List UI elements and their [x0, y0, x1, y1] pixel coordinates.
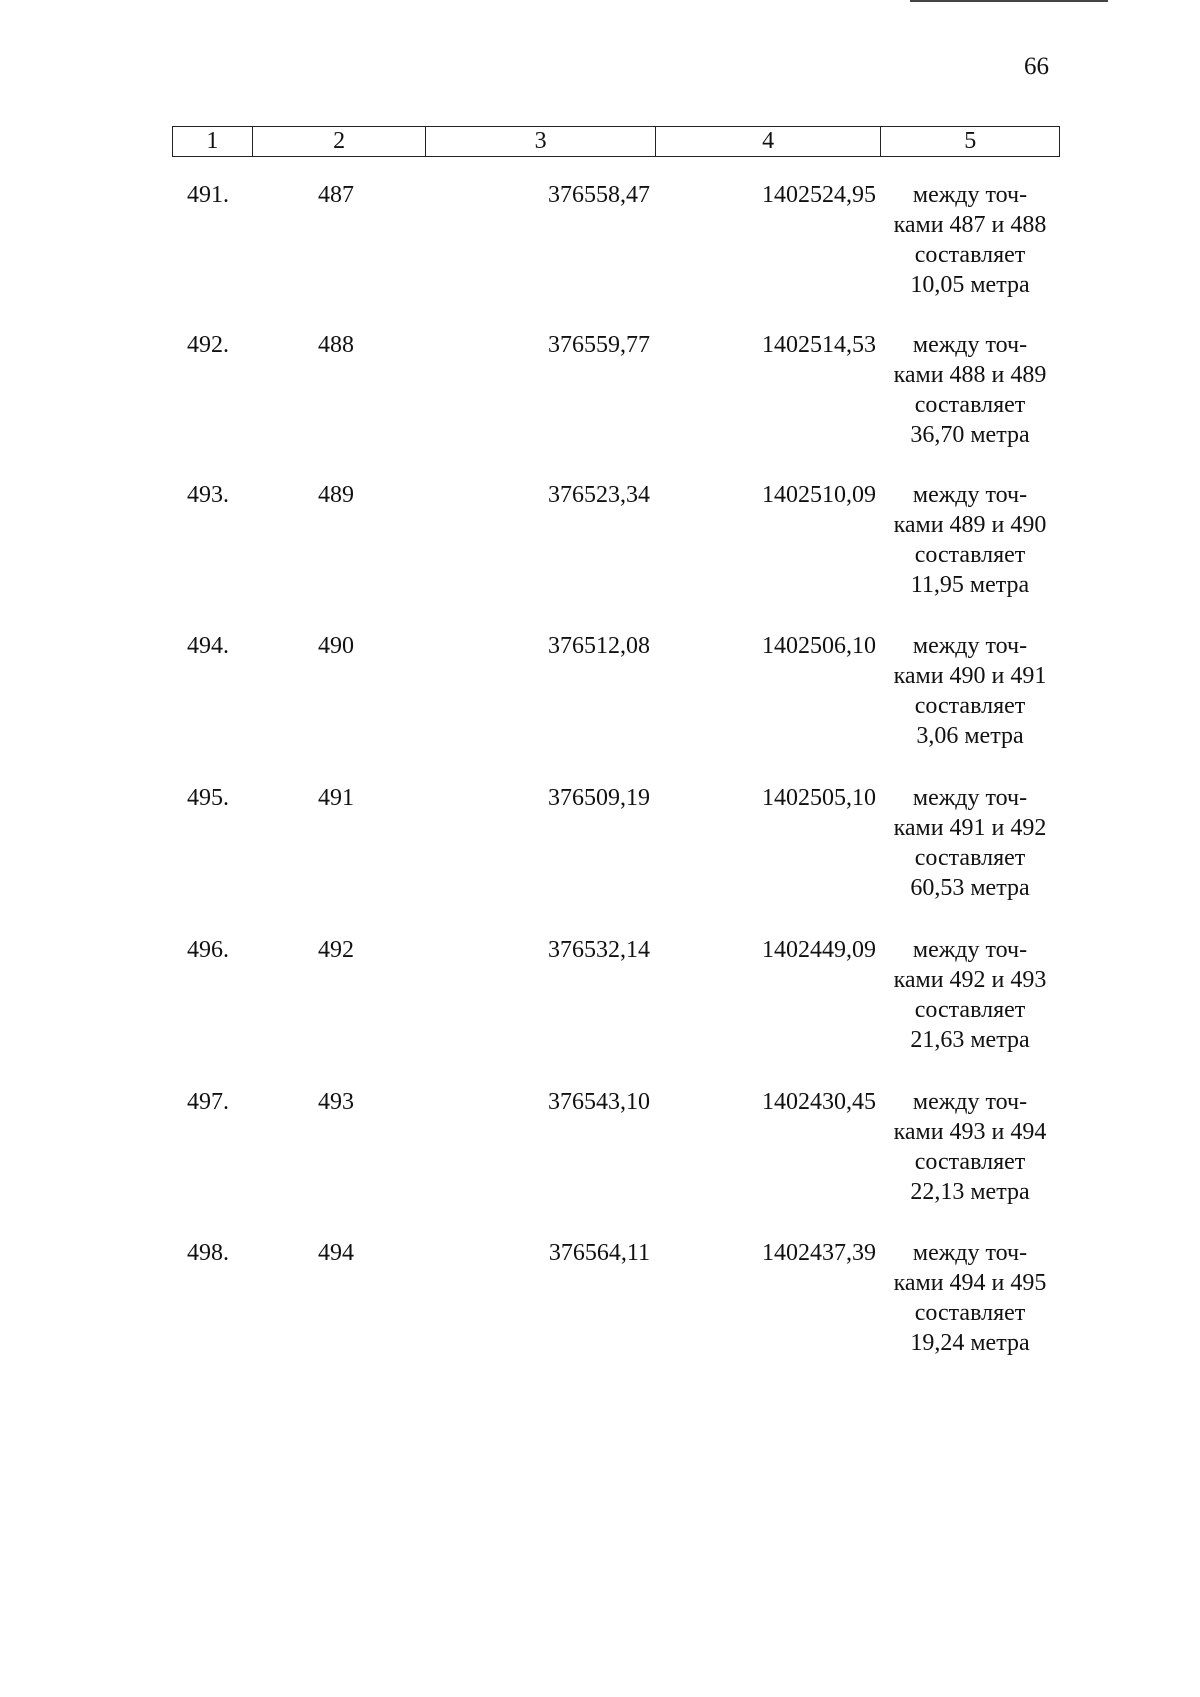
- desc-line: составляет: [914, 392, 1026, 418]
- desc-line: ками 490 и 491: [893, 663, 1047, 689]
- point-number: 493: [318, 1089, 354, 1115]
- header-col-3: 3: [426, 127, 655, 156]
- table-row: [0, 935, 1108, 1065]
- point-number: 494: [318, 1240, 354, 1266]
- coordinate-x: 376509,19: [548, 785, 650, 811]
- coordinate-x: 376523,34: [548, 482, 650, 508]
- row-number: 498.: [187, 1240, 229, 1266]
- desc-line: 3,06 метра: [916, 723, 1024, 749]
- distance-description: [882, 330, 1058, 450]
- coordinate-y: 1402449,09: [762, 937, 876, 963]
- table-header: [172, 126, 1060, 157]
- point-number: 487: [318, 182, 354, 208]
- desc-line: между точ-: [912, 1089, 1028, 1115]
- coordinate-x: 376512,08: [548, 633, 650, 659]
- header-col-5: 5: [964, 128, 977, 154]
- coordinate-y: 1402506,10: [762, 633, 876, 659]
- distance-description: [882, 1238, 1058, 1358]
- coordinate-y: 1402514,53: [762, 332, 876, 358]
- desc-line: составляет: [914, 845, 1026, 871]
- desc-line: 19,24 метра: [910, 1330, 1030, 1356]
- desc-line: между точ-: [912, 482, 1028, 508]
- coordinate-y: 1402437,39: [762, 1240, 876, 1266]
- desc-line: между точ-: [912, 1240, 1028, 1266]
- desc-line: составляет: [914, 1300, 1026, 1326]
- row-number: 496.: [187, 937, 229, 963]
- desc-line: составляет: [914, 693, 1026, 719]
- table-row: [0, 783, 1108, 913]
- point-number: 492: [318, 937, 354, 963]
- coordinate-y: 1402430,45: [762, 1089, 876, 1115]
- header-col-1: 1: [173, 127, 253, 156]
- desc-line: ками 487 и 488: [893, 212, 1047, 238]
- header-col-2: 2: [253, 127, 427, 156]
- page-number: 66: [1024, 53, 1049, 80]
- table-row: [0, 1238, 1108, 1368]
- point-number: 488: [318, 332, 354, 358]
- row-number: 494.: [187, 633, 229, 659]
- coordinate-x: 376564,11: [548, 1240, 650, 1266]
- desc-line: между точ-: [912, 182, 1028, 208]
- desc-line: между точ-: [912, 937, 1028, 963]
- desc-line: 11,95 метра: [910, 572, 1030, 598]
- point-number: 491: [318, 785, 354, 811]
- desc-line: составляет: [914, 242, 1026, 268]
- desc-line: ками 494 и 495: [893, 1270, 1047, 1296]
- coordinate-y: 1402524,95: [762, 182, 876, 208]
- top-rule: [910, 0, 1108, 2]
- desc-line: ками 492 и 493: [893, 967, 1047, 993]
- coordinate-x: 376532,14: [548, 937, 650, 963]
- desc-line: 36,70 метра: [910, 422, 1030, 448]
- desc-line: между точ-: [912, 785, 1028, 811]
- desc-line: между точ-: [912, 332, 1028, 358]
- row-number: 491.: [187, 182, 229, 208]
- desc-line: 22,13 метра: [910, 1179, 1030, 1205]
- coordinate-y: 1402505,10: [762, 785, 876, 811]
- desc-line: между точ-: [912, 633, 1028, 659]
- coordinate-y: 1402510,09: [762, 482, 876, 508]
- desc-line: 21,63 метра: [910, 1027, 1030, 1053]
- desc-line: составляет: [914, 997, 1026, 1023]
- table-row: [0, 631, 1108, 761]
- table-row: [0, 330, 1108, 460]
- row-number: 493.: [187, 482, 229, 508]
- table-row: [0, 480, 1108, 610]
- distance-description: [882, 783, 1058, 903]
- distance-description: [882, 1087, 1058, 1207]
- row-number: 492.: [187, 332, 229, 358]
- desc-line: ками 491 и 492: [893, 815, 1047, 841]
- point-number: 490: [318, 633, 354, 659]
- desc-line: ками 489 и 490: [893, 512, 1047, 538]
- row-number: 495.: [187, 785, 229, 811]
- header-col-4: 4: [656, 127, 881, 156]
- distance-description: [882, 935, 1058, 1055]
- coordinate-x: 376559,77: [548, 332, 650, 358]
- coordinate-x: 376558,47: [548, 182, 650, 208]
- desc-line: 10,05 метра: [910, 272, 1030, 298]
- desc-line: ками 493 и 494: [893, 1119, 1047, 1145]
- desc-line: составляет: [914, 1149, 1026, 1175]
- desc-line: составляет: [914, 542, 1026, 568]
- row-number: 497.: [187, 1089, 229, 1115]
- desc-line: 60,53 метра: [910, 875, 1030, 901]
- distance-description: [882, 480, 1058, 600]
- point-number: 489: [318, 482, 354, 508]
- table-row: [0, 180, 1108, 310]
- coordinate-x: 376543,10: [548, 1089, 650, 1115]
- desc-line: ками 488 и 489: [893, 362, 1047, 388]
- table-row: [0, 1087, 1108, 1217]
- distance-description: [882, 631, 1058, 751]
- distance-description: [882, 180, 1058, 300]
